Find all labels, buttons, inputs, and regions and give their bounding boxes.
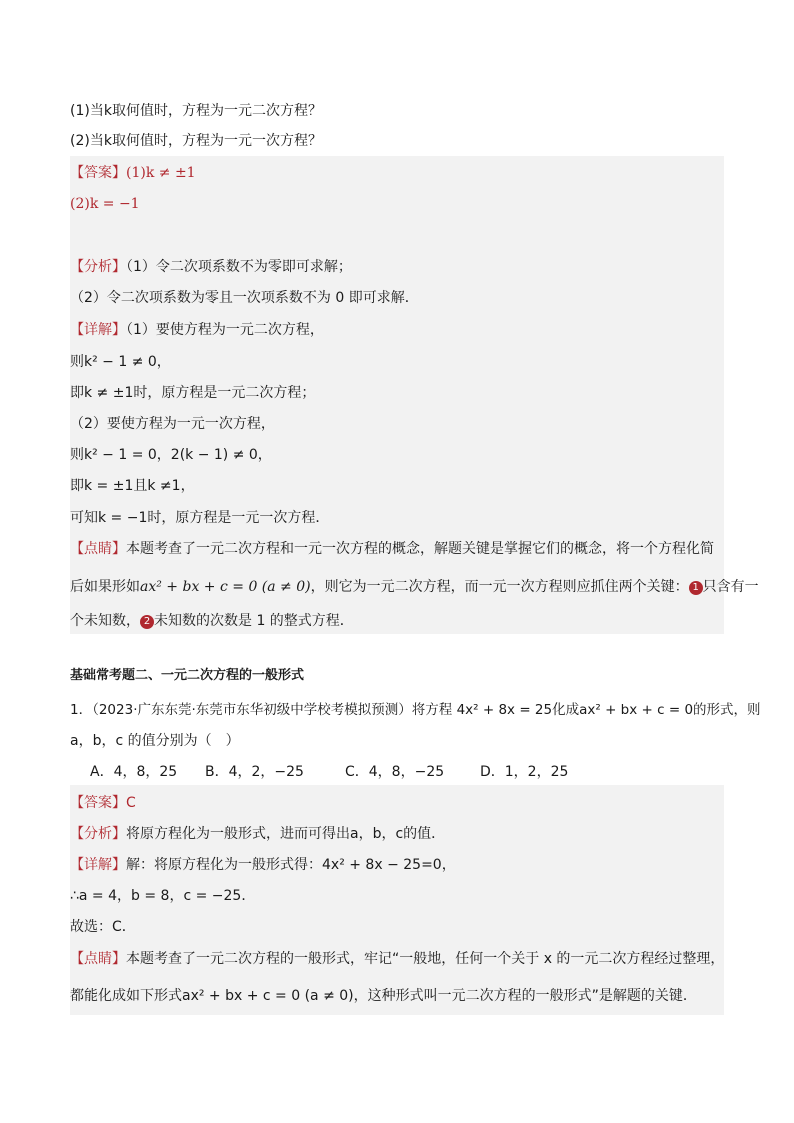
analysis-2: （2）令二次项系数为零且一次项系数不为 0 即可求解． [70,290,419,306]
answer-2: (2)k = −1 [70,196,140,212]
comment-text: 个未知数， [70,613,140,629]
detail-line: （2）要使方程为一元一次方程， [70,416,275,432]
comment-row-2-1 [70,949,724,969]
detail-line: 则k² − 1 ≠ 0， [70,354,171,370]
detail-text: 解：将原方程化为一般形式得：4x² + 8x − 25=0， [126,857,456,873]
detail-line: ∴a = 4，b = 8，c = −25． [70,888,256,904]
circled-number-1: 1 [689,581,703,595]
answer-tag: 【答案】 [70,165,126,181]
analysis-text: 将原方程化为一般形式，进而可得出a，b，c的值． [126,826,446,842]
comment-text: 后如果形如 [70,579,140,595]
comment-row-2-2: 都能化成如下形式ax² + bx + c = 0 (a ≠ 0)，这种形式叫一元二次方程的一般形式”是解题的关键． [70,988,697,1004]
detail-row-2 [70,855,456,875]
comment-row-2 [70,577,759,597]
answer-tag: 【答案】 [70,795,126,811]
comment-row-3 [70,611,354,631]
comment-text: 本题考查了一元二次方程的一般形式，牢记“一般地，任何一个关于 x 的一元二次方程经过整理， [126,951,725,967]
detail-line: 可知k = −1时，原方程是一元一次方程． [70,510,330,526]
option-c[interactable]: C．4，8，−25 [345,764,445,780]
option-a[interactable]: A．4，8，25 [90,764,178,780]
detail-line: 即k ≠ ±1时，原方程是一元二次方程； [70,385,316,401]
detail-line: 即k = ±1且k ≠1， [70,478,195,494]
comment-tag: 【点睛】 [70,951,126,967]
analysis-tag: 【分析】 [70,259,126,275]
analysis-1: （1）令二次项系数不为零即可求解； [126,259,352,275]
detail-tag: 【详解】 [70,857,126,873]
detail-line: （1）要使方程为一元二次方程， [126,322,324,338]
question-line-2: a，b，c 的值分别为（ ） [70,733,240,749]
comment-row-1 [70,539,714,559]
detail-row [70,320,324,340]
detail-line: 则k² − 1 = 0，2(k − 1) ≠ 0， [70,447,272,463]
answer-1: (1)k ≠ ±1 [126,165,196,181]
detail-line: 故选：C． [70,919,136,935]
answer-row [70,163,196,183]
comment-text: 未知数的次数是 1 的整式方程． [154,613,354,629]
detail-tag: 【详解】 [70,322,126,338]
question-line-1: 1．（2023·广东东莞·东莞市东华初级中学校考模拟预测）将方程 4x² + 8x = 25化成ax² + bx + c = 0的形式，则 [70,702,761,718]
option-d[interactable]: D．1，2，25 [480,764,569,780]
question-part-2: (2)当k取何值时，方程为一元一次方程？ [70,133,322,149]
comment-text: ，则它为一元二次方程，而一元一次方程则应抓住两个关键： [310,579,689,595]
comment-text: 只含有一 [702,579,759,595]
question-part-1: (1)当k取何值时，方程为一元二次方程？ [70,103,322,119]
option-b[interactable]: B．4，2，−25 [205,764,304,780]
analysis-row [70,257,352,277]
comment-equation: ax² + bx + c = 0 (a ≠ 0) [140,579,311,595]
circled-number-2: 2 [140,615,154,629]
options-row [90,762,568,782]
comment-text: 本题考查了一元二次方程和一元一次方程的概念，解题关键是掌握它们的概念，将一个方程化简 [126,541,714,557]
section-title: 基础常考题二、一元二次方程的一般形式 [70,668,305,683]
analysis-tag: 【分析】 [70,826,126,842]
analysis-row-2 [70,824,445,844]
answer-value: C [126,795,136,811]
comment-tag: 【点睛】 [70,541,126,557]
answer-row-2 [70,793,136,813]
